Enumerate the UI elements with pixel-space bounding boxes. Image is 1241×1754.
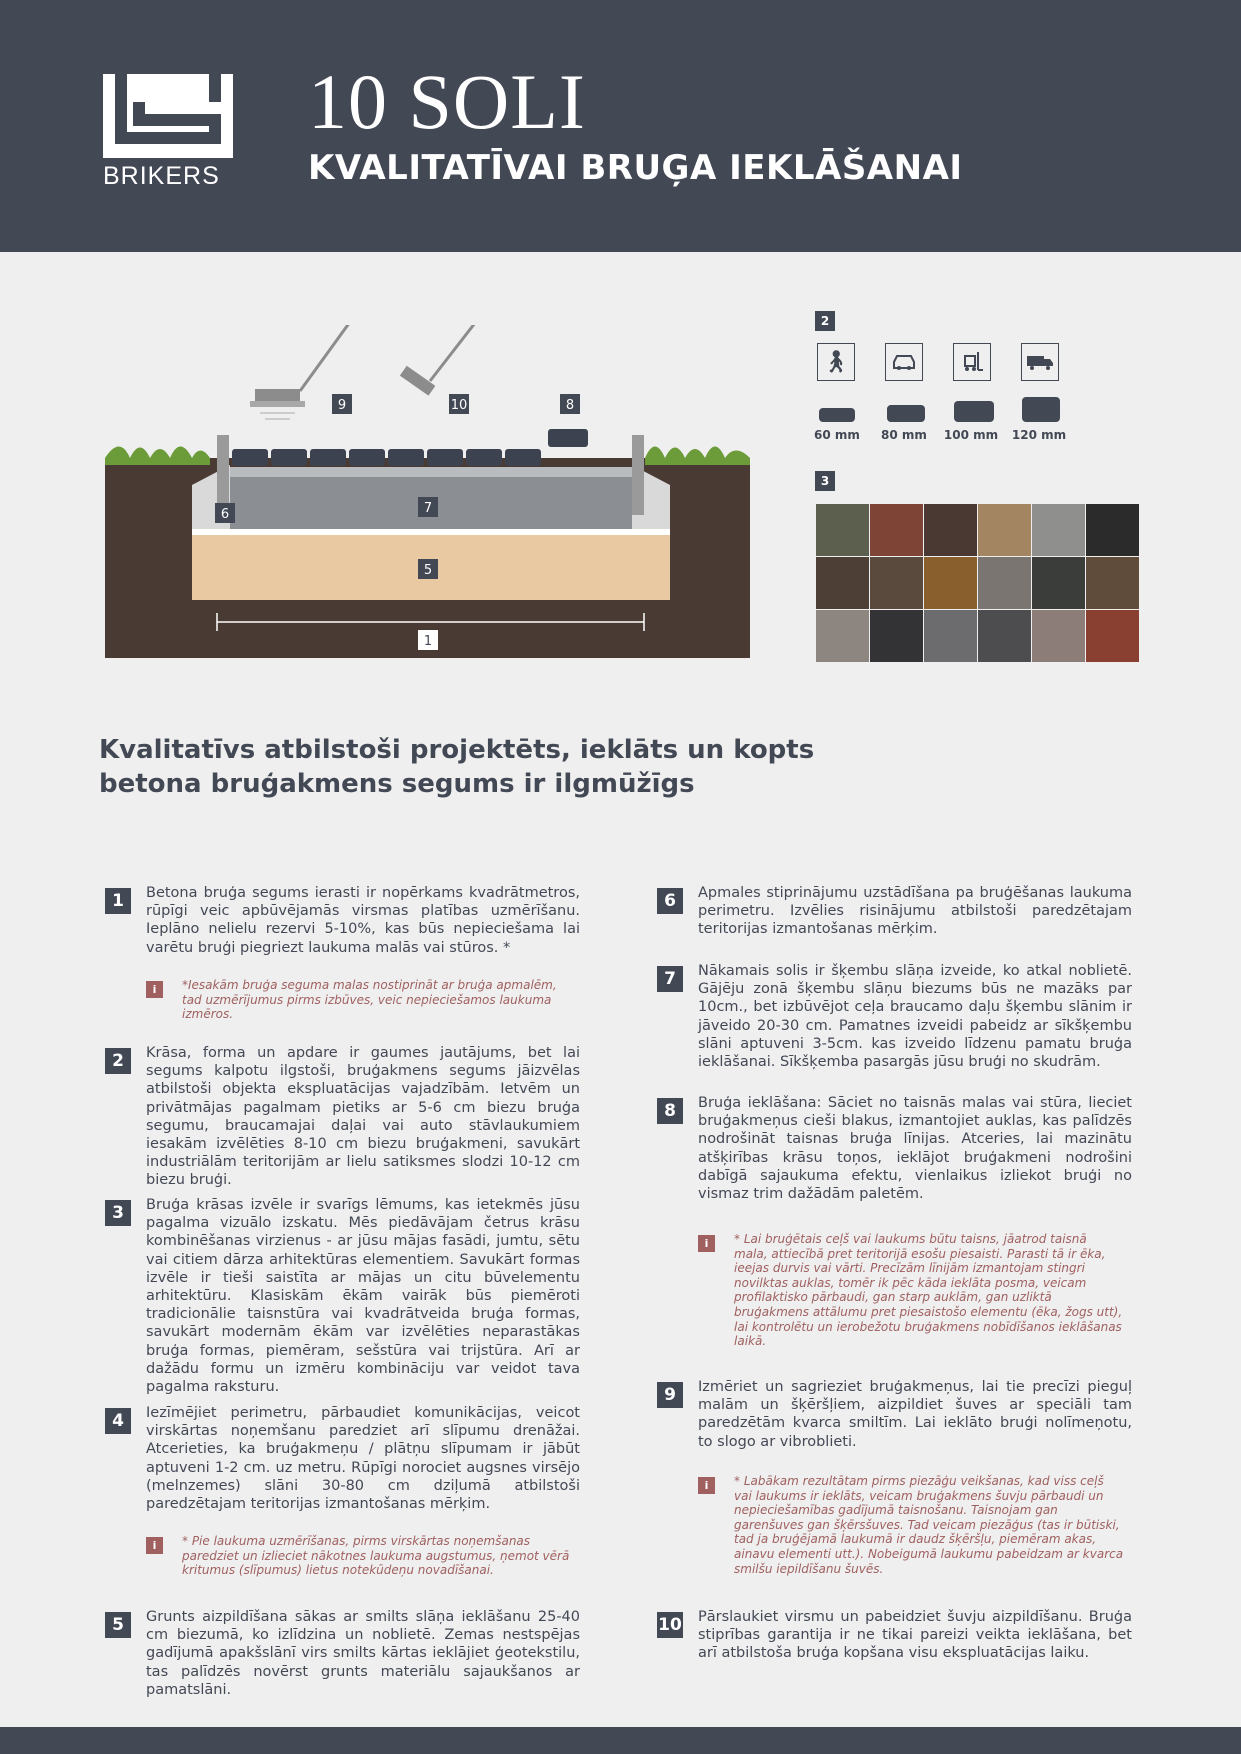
car-icon [885,343,923,381]
step-number: 8 [657,1098,683,1124]
thickness-label-100: 100 mm [943,428,999,442]
step-number: 4 [105,1408,131,1434]
step-text: Bruģa ieklāšana: Sāciet no taisnās malas vai stūra, lieciet bruģakmeņus cieši blakus, izmantojiet auklas, kas palīdzēs nodrošināt taisnas bruģa līnijas. Atceries, lai mazinātu atšķirības krāsu toņos, ieklājot bruģakmeni nodrošini dabīgā sajaukuma efektu, vienlaikus izliekot bruģi no vismaz trim dažādām paletēm. [698,1095,1132,1203]
step-text: Izmēriet un sagrieziet bruģakmeņus, lai tie precīzi pieguļ malām un šķēršļiem, aizpildiet šuves ar speciāli tam paredzētām kvarca smiltīm. Lai ieklāto bruģi nolīmeņotu, to slogo ar vibroblieti. [698,1379,1132,1450]
color-swatch-grid [816,504,1136,664]
forklift-icon [953,343,991,381]
diagram-label-7: 7 [423,501,433,516]
step-text: Betona bruģa segums ierasti ir nopērkams kvadrātmetros, rūpīgi veic apbūvējamās virsmas platības uzmērīšanu. Ieplāno nelielu rezervi 5-10%, kas būs nepieciešama lai varētu bruģi piegriezt laukuma malās vai stūros. * [146,885,580,956]
note-text: * Lai bruģētais ceļš vai laukums būtu taisns, jāatrod taisnā mala, attiecībā pret teritorijā esošu piesaisti. Parasti tā ir ēka, ieejas durvis vai vārti. Precīzām līnijām izmantojam stingri novilktas auklas, tomēr ik pēc kāda ieklāta posma, veicam profilaktisko pārbaudi, gan starp auklām, gan uzliktā bruģakmens attālumu pret piesaistošo elementu (ēka, žogs utt), lai kontrolētu un ierobežotu bruģakmens nobīdīšanos ieklāšanas laikā. [734,1232,1123,1349]
color-swatch [924,504,977,556]
section-heading-line-1: Kvalitatīvs atbilstoši projektēts, ieklāts un kopts [99,735,815,765]
color-swatch [978,610,1031,662]
step-text: Krāsa, forma un apdare ir gaumes jautājums, bet lai segums kalpotu ilgstoši, bruģakmens segums jāizvēlas atbilstoši objekta ekspluatācijas vajadzībām. Ietvēm un privātmājas pagalmam pietiks ar 5-6 cm biezu bruģa segumu, braucamajai daļai vai auto stāvlaukumiem iesakām izvēlēties 8-10 cm biezu bruģakmeni, savukārt industriālām teritorijām ar lielu satiksmes slodzi 10-12 cm biezu bruģi. [146,1045,580,1189]
info-icon: i [146,1537,163,1554]
diagram-label-8: 8 [565,398,575,413]
color-swatch [816,610,869,662]
diagram-label-6: 6 [220,507,230,522]
load-type-icons [817,343,1057,381]
thickness-label-120: 120 mm [1011,428,1067,442]
step-text: Apmales stiprinājumu uzstādīšana pa bruģēšanas laukuma perimetru. Izvēlies risinājumu atbilstoši paredzētajam teritorijas izmantošanas mērķim. [698,885,1132,938]
diagram-label-10: 10 [450,398,468,413]
paver-thickness-samples [817,392,1062,422]
note-text: * Labākam rezultātam pirms piezāģu veikšanas, kad viss ceļš vai laukums ir ieklāts, veicam bruģakmens šuvju pārbaudi un nepieciešamības gadījumā taisnošanu. Taisnojam gan garenšuves gan šķērsšuves. Tad veicam piezāģus (tas ir būtiski, tad ja bruģējamā laukumā ir daudz šķēršļu, piemēram akas, ainavu elementi utt.). Nobeigumā laukumu pabeidzam ar kvarca smilšu iepildīšanu šuvēs. [734,1474,1124,1576]
diagram-label-1: 1 [423,634,433,649]
color-swatch [1086,557,1139,609]
color-swatch [1086,610,1139,662]
page-title: 10 SOLI [308,58,586,145]
note-text: *Iesakām bruģa seguma malas nostiprināt ar bruģa apmalēm, tad uzmērījumus pirms izbūves, veic nepieciešamos laukuma izmēros. [182,978,557,1022]
paver-80mm [887,405,925,422]
paver-100mm [954,401,994,422]
step-number: 3 [105,1200,131,1226]
note-text: * Pie laukuma uzmērīšanas, pirms virskārtas noņemšanas paredziet un izlieciet nākotnes laukuma augstumus, ņemot vērā kritumus (slīpumus) lietus notekūdeņu novadīšanai. [182,1534,570,1578]
info-icon: i [698,1477,715,1494]
color-swatch [978,504,1031,556]
color-swatch [870,504,923,556]
thickness-label-80: 80 mm [881,428,927,442]
step-number: 5 [105,1612,131,1638]
color-swatch [816,557,869,609]
pedestrian-icon: 🚶︎ [817,343,855,381]
brand-logo [103,74,233,191]
paver-120mm [1022,397,1060,422]
panel-badge-3: 3 [815,471,835,491]
thickness-label-60: 60 mm [814,428,860,442]
color-swatch [1032,610,1085,662]
diagram-label-9: 9 [337,398,347,413]
color-swatch [1032,504,1085,556]
info-icon: i [698,1235,715,1252]
step-number: 6 [657,888,683,914]
section-heading [99,733,919,801]
step-text: Pārslaukiet virsmu un pabeidziet šuvju aizpildīšanu. Bruģa stiprības garantija ir ne tikai pareizi veikta ieklāšana, bet arī atbilstoša bruģa kopšana visu ekspluatācijas laiku. [698,1609,1132,1662]
color-swatch [870,610,923,662]
header-banner [0,0,1241,252]
color-swatch [924,610,977,662]
page-subtitle: KVALITATĪVAI BRUĢA IEKLĀŠANAI [308,148,963,188]
panel-badge-2: 2 [815,311,835,331]
step-number: 9 [657,1382,683,1408]
color-swatch [1032,557,1085,609]
info-icon: i [146,981,163,998]
truck-icon [1021,343,1059,381]
color-swatch [870,557,923,609]
step-number: 10 [657,1612,683,1638]
step-text: Bruģa krāsas izvēle ir svarīgs lēmums, kas ietekmēs jūsu pagalma vizuālo izskatu. Mēs piedāvājam četrus krāsu kombinēšanas virzienus - ar jūsu mājas fasādi, jumtu, sētu vai citiem dārza arhitektūras elementiem. Savukārt formas izvēle ir tieši saistīta ar mājas un citu būvelementu arhitektūru. Klasiskām ēkām vairāk būs piemēroti tradicionālie taisnstūra vai kvadrātveida bruģa formas, savukārt modernām ēkām var izvēlēties neparastākas bruģa formas, piemēram, sešstūra vai trijstūra. Arī ar dažādu formu un izmēru kombināciju var veidot tava pagalma raksturu. [146,1197,580,1396]
step-text: Grunts aizpildīšana sākas ar smilts slāņa ieklāšanu 25-40 cm biezumā, ko izlīdzina un noblietē. Zemas nestspējas gadījumā apakšslānī virs smilts kārtas ieklājiet ģeotekstilu, tas palīdzēs novērst grunts materiālu sajaukšanos ar pamatslāni. [146,1609,580,1698]
diagram-label-5: 5 [423,563,433,578]
step-text: Iezīmējiet perimetru, pārbaudiet komunikācijas, veicot virskārtas noņemšanu paredziet arī slīpumu drenāžai. Atcerieties, ka bruģakmeņu / plātņu slīpumam ir jābūt aptuveni 1-2 cm. uz metru. Rūpīgi norociet augsnes virsējo (melnzemes) slāni 30-80 cm dziļumā atbilstoši paredzētajam teritorijas izmantošanas mērķim. [146,1405,580,1513]
footer-bar [0,1727,1241,1754]
paving-cross-section-diagram [100,325,760,665]
step-number: 2 [105,1048,131,1074]
color-swatch [924,557,977,609]
logo-wordmark: BRIKERS [103,162,220,190]
color-swatch [978,557,1031,609]
color-swatch [1086,504,1139,556]
color-swatch [816,504,869,556]
paver-60mm [819,408,855,422]
step-text: Nākamais solis ir šķembu slāņa izveide, ko atkal noblietē. Gājēju zonā šķembu slāņu biezums būs ne mazāks par 10cm., bet izbūvējot ceļa braucamo daļu šķembu slānim ir jāveido 20-30 cm. Pamatnes izveidi pabeidz ar sīkšķembu slāni aptuveni 3-5cm. kas izveido līdzenu pamatu bruģa ieklāšanai. Sīkšķemba pasargās jūsu bruģi no skudrām. [698,963,1132,1071]
step-number: 7 [657,966,683,992]
brikers-logo-icon [103,74,233,158]
section-heading-line-2: betona bruģakmens segums ir ilgmūžīgs [99,769,695,799]
step-number: 1 [105,888,131,914]
